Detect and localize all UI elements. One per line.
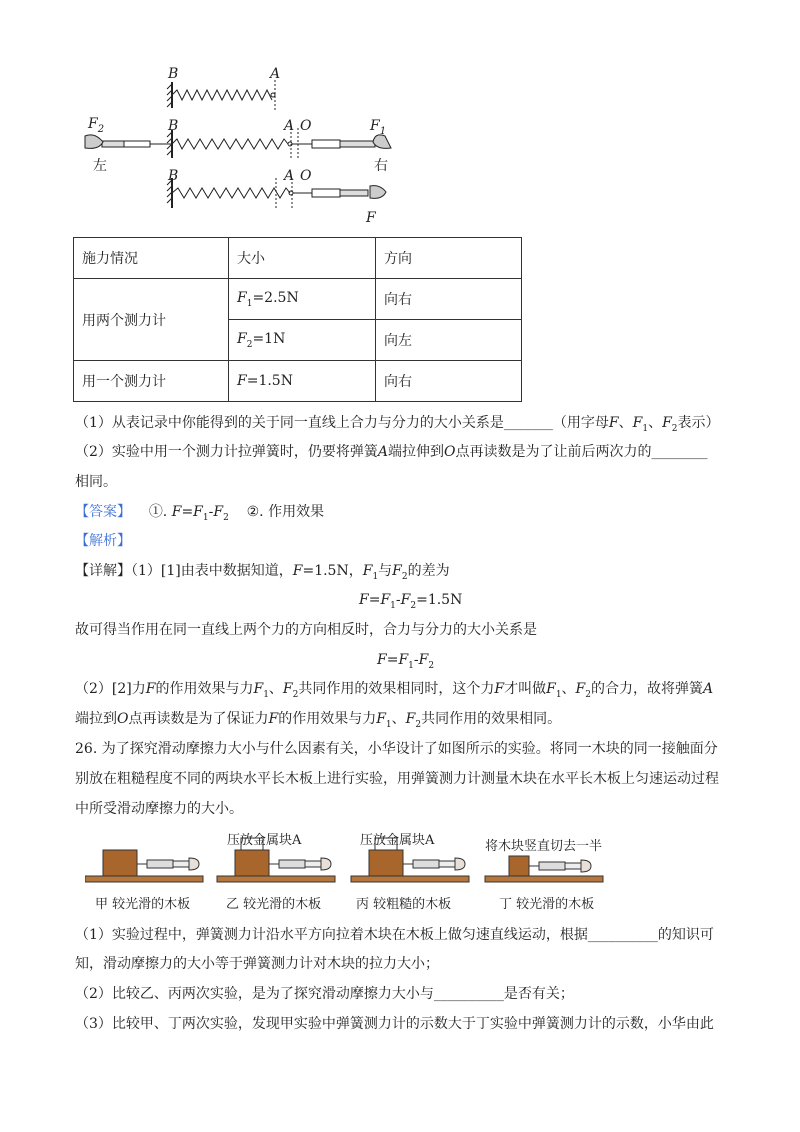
force-table [73, 237, 522, 402]
detail-line1: 【详解】（1）[1]由表中数据知道，F=1.5N，$F_1$与$F_2$的差为 [75, 563, 450, 582]
header-direction: 方向 [376, 238, 522, 279]
answer-line: 【答案】 ①. $F=F_1-F_2$ ②. 作用效果 [75, 504, 325, 523]
q26-sub1-a: （1）实验过程中，弹簧测力计沿水平方向拉着木块在木板上做匀速直线运动，根据__________的知识可 [75, 927, 714, 943]
label-a2: A [284, 118, 295, 134]
caption-bing: 丙 较粗糙的木板 [356, 897, 452, 912]
label-a1: A [270, 66, 281, 82]
header-condition: 施力情况 [74, 238, 229, 279]
group-one-meter: 用一个测力计 [74, 361, 229, 402]
q26-sub3: （3）比较甲、丁两次实验，发现甲实验中弹簧测力计的示数大于丁实验中弹簧测力计的示数，小华由此 [75, 1016, 714, 1032]
q25-part2-end: 相同。 [75, 474, 117, 490]
q25-part2: （2）实验中用一个测力计拉弹簧时，仍要将弹簧A端拉伸到O点再读数是为了让前后两次力的________ [75, 444, 708, 460]
answer-tag: 【答案】 [75, 504, 131, 520]
q26-line2: 别放在粗糙程度不同的两块水平长木板上进行实验，用弹簧测力计测量木块在水平长木板上匀速运动过程 [75, 771, 719, 787]
cell-dir-2: 向左 [376, 320, 522, 361]
cell-f2: $F_2=1N$ [229, 320, 376, 361]
label-f1: $F_1$ [370, 118, 387, 137]
label-metal-block-1: 压放金属块A [227, 833, 302, 848]
label-o3: O [300, 168, 312, 184]
detail-line4: 端拉到O点再读数是为了保证力F的作用效果与力$F_1$、$F_2$共同作用的效果相同。 [75, 711, 562, 730]
group-two-meters: 用两个测力计 [74, 279, 229, 361]
equation-1: $F=F_1-F_2=1.5N$ [359, 592, 463, 611]
label-f2: $F_2$ [88, 116, 105, 135]
label-b3: B [168, 168, 179, 184]
equation-2: $F=F_1-F_2$ [377, 652, 435, 671]
q26-line3: 中所受滑动摩擦力的大小。 [75, 801, 243, 817]
cell-f1: $F_1=2.5N$ [229, 279, 376, 320]
detail-line3: （2）[2]力F的作用效果与力$F_1$、$F_2$共同作用的效果相同时，这个力F才叫做$F_1$、$F_2$的合力，故将弹簧A [75, 681, 714, 700]
cell-dir-3: 向右 [376, 361, 522, 402]
analysis-tag: 【解析】 [75, 533, 131, 549]
caption-ding: 丁 较光滑的木板 [499, 897, 595, 912]
header-magnitude: 大小 [229, 238, 376, 279]
label-b2: B [168, 118, 179, 134]
label-right: 右 [374, 158, 388, 174]
label-a3: A [284, 168, 295, 184]
label-b1: B [168, 66, 179, 82]
caption-yi: 乙 较光滑的木板 [226, 897, 322, 912]
caption-jia: 甲 较光滑的木板 [95, 897, 191, 912]
label-metal-block-2: 压放金属块A [360, 833, 435, 848]
label-cut-half: 将木块竖直切去一半 [485, 839, 603, 854]
label-o2: O [300, 118, 312, 134]
q26-sub2: （2）比较乙、丙两次实验，是为了探究滑动摩擦力大小与__________是否有关； [75, 986, 574, 1002]
spring-figure [80, 60, 410, 230]
cell-dir-1: 向右 [376, 279, 522, 320]
label-f: F [366, 210, 376, 226]
q25-part1: （1）从表记录中你能得到的关于同一直线上合力与分力的大小关系是_______（用字母F、$F_1$、$F_2$表示） [75, 415, 720, 434]
cell-f: F=1.5N [229, 361, 376, 402]
label-left: 左 [93, 158, 107, 174]
q26-sub1-b: 知，滑动摩擦力的大小等于弹簧测力计对木块的拉力大小； [75, 956, 439, 972]
q26-line1: 26. 为了探究滑动摩擦力大小与什么因素有关，小华设计了如图所示的实验。将同一木块的同一接触面分 [75, 741, 718, 757]
detail-line2: 故可得当作用在同一直线上两个力的方向相反时，合力与分力的大小关系是 [75, 622, 537, 638]
